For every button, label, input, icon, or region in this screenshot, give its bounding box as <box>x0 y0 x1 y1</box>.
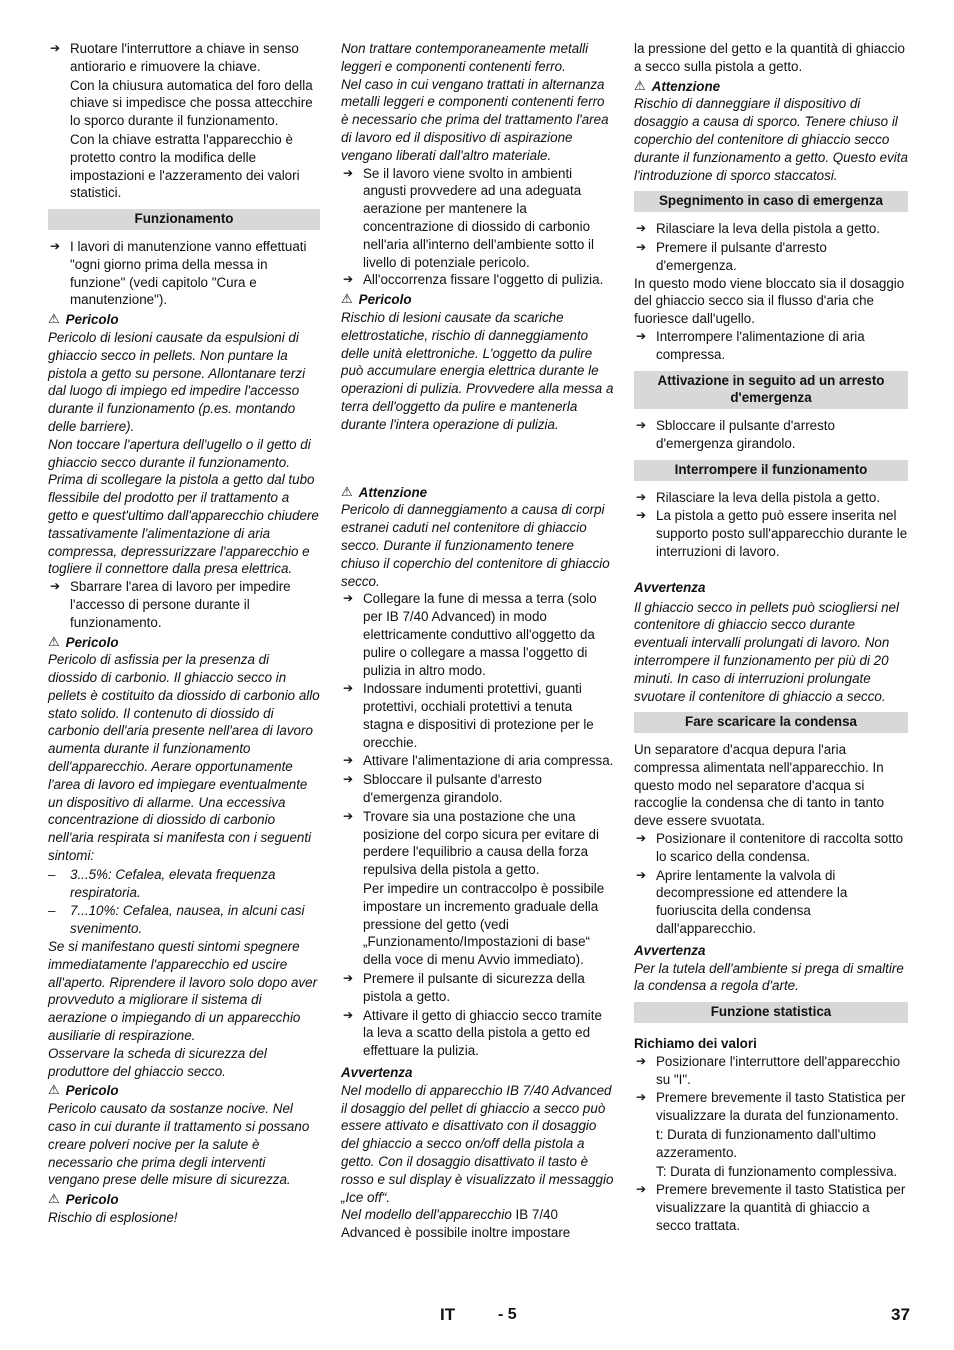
note-text <box>341 1206 614 1242</box>
bullet-item: ➔ Sbarrare l'area di lavoro per impedire l'accesso di persone durante il funzionamento. <box>48 578 320 631</box>
bullet-item: ➔ I lavori di manutenzione vanno effettuati "ogni giorno prima della messa in funzione" (vedi capitolo "Cura e manutenzione"). <box>48 238 320 309</box>
warning-title: Pericolo <box>65 1083 119 1099</box>
column-2 <box>341 40 614 1242</box>
page-footer <box>0 1306 954 1330</box>
note-text-italic: Nel modello dell'apparecchio <box>341 1207 512 1223</box>
dash-item: – 3...5%: Cefalea, elevata frequenza respiratoria. <box>48 866 320 902</box>
warning-text: Non toccare l'apertura dell'ugello o il getto di ghiaccio secco durante il funzionamento. <box>48 436 311 470</box>
warning-triangle-icon: ⚠ <box>341 484 353 500</box>
paragraph: Con la chiusura automatica del foro della chiave si impedisce che possa attecchire lo sporco durante il funzionamento. <box>70 77 313 129</box>
column-1 <box>48 40 320 1227</box>
warning-heading <box>634 78 908 96</box>
warning-triangle-icon: ⚠ <box>48 1083 60 1099</box>
bullet-item: ➔ Interrompere l'alimentazione di aria compressa. <box>634 328 908 364</box>
dash-item: – 7...10%: Cefalea, nausea, in alcuni casi svenimento. <box>48 902 320 938</box>
bullet-item: ➔ Premere il pulsante di sicurezza della pistola a getto. <box>341 970 614 1006</box>
note-text-regular: IB 7/40 Advanced è possibile inoltre impostare <box>341 1207 571 1241</box>
bullet-item: ➔ Aprire lentamente la valvola di decompressione ed attendere la fuoriuscita della condensa dall'apparecchio. <box>634 867 908 938</box>
warning-heading <box>48 1082 320 1100</box>
paragraph: Con la chiave estratta l'apparecchio è protetto contro la modifica delle impostazioni e l'azzeramento dei valori statistici. <box>70 131 300 201</box>
bullet-item: ➔ Attivare l'alimentazione di aria compressa. <box>341 752 614 770</box>
warning-text: Pericolo di lesioni causate da espulsioni di ghiaccio secco in pellets. Non puntare la pistola a getto su persone. Allontanare terzi dal luogo di impiego ed impedire l'accesso durante il funzionamento (p.es. montando delle barriere). <box>48 329 306 434</box>
bullet-item: ➔ Rilasciare la leva della pistola a getto. <box>634 489 908 507</box>
warning-triangle-icon: ⚠ <box>634 78 646 94</box>
paragraph: Per impedire un contraccolpo è possibile impostare un incremento graduale della pressione del getto (vedi „Funzionamento/Impostazioni di base“ della voce di menu Avvio immediato). <box>363 881 605 968</box>
paragraph: T: Durata di funzionamento complessiva. <box>656 1163 898 1179</box>
warning-title: Pericolo <box>358 292 412 308</box>
section-heading-statistics: Funzione statistica <box>634 1002 908 1023</box>
bullet-item: ➔ La pistola a getto può essere inserita nel supporto posto sull'apparecchio durante le interruzioni di lavoro. <box>634 507 908 560</box>
note-text: Il ghiaccio secco in pellets può sciogliersi nel contenitore di ghiaccio secco durante eventuali intervalli prolungati di lavoro. Non interrompere il funzionamento per più di 20 minuti. In caso di interruzioni prolungate svuotare il contenitore di ghiaccio a secco. <box>634 599 899 704</box>
section-page-number: - 5 <box>498 1306 517 1323</box>
language-code: IT <box>440 1305 456 1324</box>
note-heading: Avvertenza <box>634 579 706 595</box>
bullet-item: ➔ Premere il pulsante d'arresto d'emergenza. <box>634 239 908 275</box>
subheading: Richiamo dei valori <box>634 1036 757 1052</box>
bullet-item: ➔ Premere brevemente il tasto Statistica per visualizzare la quantità di ghiaccio a secco trattata. <box>634 1181 908 1234</box>
warning-text: Pericolo di danneggiamento a causa di corpi estranei caduti nel contenitore di ghiaccio secco. Durante il funzionamento tenere chiuso il coperchio del contenitore di ghiaccio secco. <box>341 502 610 589</box>
warning-heading <box>341 291 614 309</box>
bullet-item: ➔ Premere brevemente il tasto Statistica per visualizzare la durata del funzionamento. <box>634 1089 908 1125</box>
bullet-item: ➔ Trovare sia una postazione che una posizione del corpo sicura per evitare di perdere l'equilibrio a causa della forza repulsiva della pistola a getto. <box>341 808 614 879</box>
section-heading-emergency-stop: Spegnimento in caso di emergenza <box>634 191 908 212</box>
warning-title: Pericolo <box>65 312 119 328</box>
section-heading-interrupt: Interrompere il funzionamento <box>634 460 908 481</box>
bullet-item: ➔ Se il lavoro viene svolto in ambienti angusti provvedere ad una adeguata aerazione per mantenere la concentrazione di diossido di carbonio nell'aria all'interno dell'ambiente sotto il livello di potenziale pericolo. <box>341 165 614 272</box>
warning-title: Pericolo <box>65 1192 119 1208</box>
warning-heading <box>48 1191 320 1209</box>
warning-triangle-icon: ⚠ <box>48 312 60 328</box>
warning-heading <box>341 484 614 502</box>
warning-triangle-icon: ⚠ <box>48 634 60 650</box>
page-number: 37 <box>891 1305 910 1324</box>
warning-text: Pericolo causato da sostanze nocive. Nel caso in cui durante il trattamento si possano creare polveri nocive per la salute è necessario che prima degli interventi vengano prese delle misure di sicurezza. <box>48 1101 310 1188</box>
italic-paragraph: Non trattare contemporaneamente metalli leggeri e componenti contenenti ferro. <box>341 41 589 74</box>
note-heading: Avvertenza <box>341 1065 413 1081</box>
bullet-item: ➔ Posizionare l'interruttore dell'apparecchio su "I". <box>634 1053 908 1089</box>
bullet-item: ➔ Posizionare il contenitore di raccolta sotto lo scarico della condensa. <box>634 830 908 866</box>
warning-text: Pericolo di asfissia per la presenza di diossido di carbonio. Il ghiaccio secco in pellets è costituito da diossido di carbonio allo stato solido. Il contenuto di diossido di carbonio dell'aria presente nell'area di lavoro aumenta durante il funzionamento dell'apparecchio. Aerare opportunamente l'area di lavoro ed impiegare eventualmente un dispositivo di allarme. Una eccessiva concentrazione di diossido di carbonio nell'aria respirata si manifesta con i seguenti sintomi: <box>48 652 320 864</box>
section-heading-funzionamento: Funzionamento <box>48 209 320 230</box>
paragraph: t: Durata di funzionamento dall'ultimo azzeramento. <box>656 1127 876 1160</box>
warning-heading <box>48 311 320 329</box>
section-heading-restart: Attivazione in seguito ad un arresto d'emergenza <box>634 371 908 410</box>
bullet-item: ➔ Sbloccare il pulsante d'arresto d'emergenza girandolo. <box>341 771 614 807</box>
bullet-item: ➔ Rilasciare la leva della pistola a getto. <box>634 220 908 238</box>
warning-text: Osservare la scheda di sicurezza del produttore del ghiaccio secco. <box>48 1045 267 1079</box>
warning-text: Se si manifestano questi sintomi spegnere immediatamente l'apparecchio ed uscire all'aperto. Riprendere il lavoro solo dopo aver provveduto a migliorare il sistema di aerazione o impiegando di un apparecchio ausiliarie di respirazione. <box>48 939 318 1044</box>
italic-paragraph: Nel caso in cui vengano trattati in alternanza metalli leggeri e componenti contenenti ferro è necessario che prima del trattamento l'area di lavoro ed il dispositivo di aspirazione vengano liberati dall'altro materiale. <box>341 76 609 163</box>
note-heading: Avvertenza <box>634 942 706 958</box>
bullet-item: ➔ Indossare indumenti protettivi, guanti protettivi, occhiali protettivi a tenuta stagna e dispositivi di protezione per le orecchie. <box>341 680 614 751</box>
warning-text: Rischio di lesioni causate da scariche elettrostatiche, rischio di danneggiamento delle unità elettroniche. L'oggetto da pulire può accumulare energia elettrica durante le operazioni di pulizia. Provvedere alla messa a terra dell'oggetto da pulire e mantenerla durante l'intera operazione di pulizia. <box>341 309 614 432</box>
warning-triangle-icon: ⚠ <box>48 1192 60 1208</box>
warning-heading <box>48 634 320 652</box>
warning-text: Prima di scollegare la pistola a getto dal tubo flessibile del prodotto per il trattamento a getto e quest'ultimo dall'apparecchio chiudere tassativamente l'alimentazione di aria compressa, depressurizzare l'apparecchio e togliere il connettore dalla presa elettrica. <box>48 472 319 577</box>
section-heading-condensate: Fare scaricare la condensa <box>634 712 908 733</box>
column-3 <box>634 40 908 1235</box>
warning-title: Attenzione <box>651 78 721 94</box>
bullet-item: ➔ Ruotare l'interruttore a chiave in senso antiorario e rimuovere la chiave. <box>48 40 320 76</box>
warning-text: Rischio di danneggiare il dispositivo di dosaggio a causa di sporco. Tenere chiuso il coperchio del contenitore di ghiaccio secco durante il funzionamento a getto. Questo evita l'introduzione di sporco staccatosi. <box>634 96 908 183</box>
bullet-item: ➔ Sbloccare il pulsante d'arresto d'emergenza girandolo. <box>634 417 908 453</box>
bullet-item: ➔ All'occorrenza fissare l'oggetto di pulizia. <box>341 271 614 289</box>
warning-text: Rischio di esplosione! <box>48 1210 178 1225</box>
bullet-item: ➔ Attivare il getto di ghiaccio secco tramite la leva a scatto della pistola a getto ed effettuare la pulizia. <box>341 1007 614 1060</box>
note-text: Nel modello di apparecchio IB 7/40 Advanced il dosaggio del pellet di ghiaccio a secco può essere attivato e disattivato con il dosaggio del ghiaccio a secco on/off della pistola a getto. Con il dosaggio disattivato il tasto è rosso e sul display è visualizzato il messaggio „Ice off“. <box>341 1082 614 1205</box>
warning-title: Attenzione <box>358 484 428 500</box>
bullet-item: ➔ Collegare la fune di messa a terra (solo per IB 7/40 Advanced) in modo elettricamente conduttivo all'oggetto da pulire o collegare a massa l'oggetto di pulizia in altro modo. <box>341 590 614 679</box>
paragraph: Un separatore d'acqua depura l'aria compressa alimentata nell'apparecchio. In questo modo nel separatore d'acqua si raccoglie la condensa che di tanto in tanto deve essere svuotata. <box>634 742 885 829</box>
warning-title: Pericolo <box>65 634 119 650</box>
note-text: Per la tutela dell'ambiente si prega di smaltire la condensa a regola d'arte. <box>634 960 904 994</box>
warning-triangle-icon: ⚠ <box>341 292 353 308</box>
paragraph: la pressione del getto e la quantità di ghiaccio a secco sulla pistola a getto. <box>634 41 905 74</box>
paragraph: In questo modo viene bloccato sia il dosaggio del ghiaccio secco sia il flusso d'aria che fuoriesce dall'ugello. <box>634 275 905 327</box>
